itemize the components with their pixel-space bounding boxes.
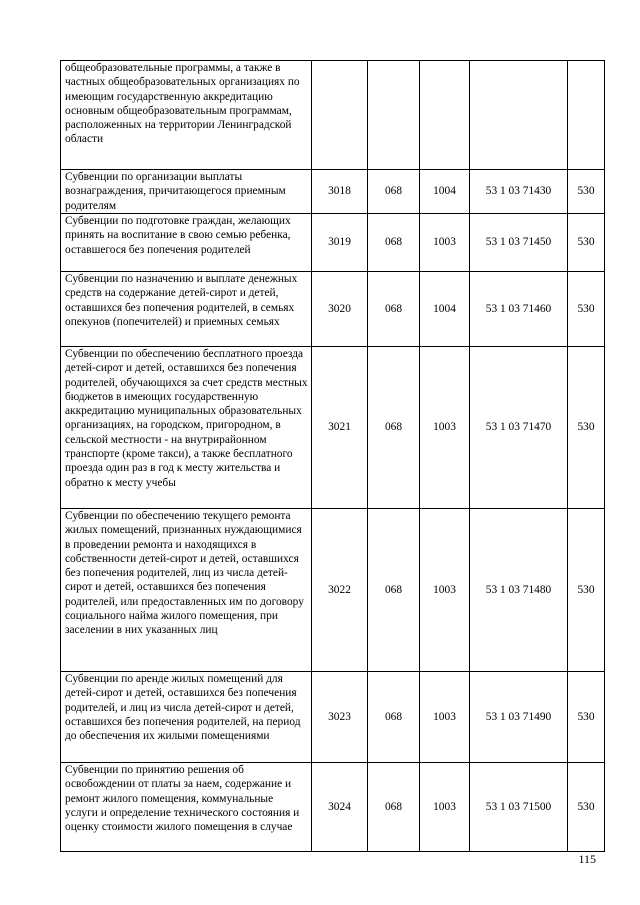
row-description: Субвенции по организации выплаты вознаграждения, причитающегося приемным родителям bbox=[61, 170, 312, 214]
row-code: 3021 bbox=[312, 347, 368, 509]
row-type: 530 bbox=[568, 672, 605, 763]
row-target: 53 1 03 71490 bbox=[470, 672, 568, 763]
row-description: Субвенции по обеспечению бесплатного проезда детей-сирот и детей, оставшихся без попечения родителей, обучающихся за счет средств местных бюджетов в имеющих государственную аккредитацию муниципальных образовательных организациях, на городском, пригородном, в сельской местности - на внутрирайонном транспорте (кроме такси), а также бесплатного проезда один раз в год к месту жительства и обратно к месту учебы bbox=[61, 347, 312, 509]
row-section: 1003 bbox=[420, 509, 470, 672]
row-type: 530 bbox=[568, 214, 605, 272]
row-admin: 068 bbox=[368, 672, 420, 763]
row-section bbox=[420, 61, 470, 170]
table-row bbox=[61, 61, 605, 170]
row-code: 3023 bbox=[312, 672, 368, 763]
row-target: 53 1 03 71480 bbox=[470, 509, 568, 672]
row-admin: 068 bbox=[368, 272, 420, 347]
row-description: Субвенции по подготовке граждан, желающих принять на воспитание в свою семью ребенка, оставшегося без попечения родителей bbox=[61, 214, 312, 272]
row-code: 3022 bbox=[312, 509, 368, 672]
page-number: 115 bbox=[578, 852, 596, 866]
row-admin: 068 bbox=[368, 763, 420, 852]
row-code: 3019 bbox=[312, 214, 368, 272]
row-section: 1003 bbox=[420, 763, 470, 852]
row-type: 530 bbox=[568, 272, 605, 347]
table-row bbox=[61, 763, 605, 852]
row-target: 53 1 03 71430 bbox=[470, 170, 568, 214]
row-section: 1003 bbox=[420, 347, 470, 509]
table-row bbox=[61, 347, 605, 509]
row-type bbox=[568, 61, 605, 170]
table-row bbox=[61, 509, 605, 672]
row-target: 53 1 03 71450 bbox=[470, 214, 568, 272]
row-type: 530 bbox=[568, 347, 605, 509]
row-description: Субвенции по принятию решения об освобождении от платы за наем, содержание и ремонт жилого помещения, коммунальные услуги и определение технического состояния и оценку стоимости жилого помещения в случае bbox=[61, 763, 312, 852]
row-description: Субвенции по аренде жилых помещений для детей-сирот и детей, оставшихся без попечения родителей, и лиц из числа детей-сирот и детей, оставшихся без попечения родителей, на период до обеспечения их жилыми помещениями bbox=[61, 672, 312, 763]
row-target: 53 1 03 71470 bbox=[470, 347, 568, 509]
row-target: 53 1 03 71460 bbox=[470, 272, 568, 347]
row-section: 1003 bbox=[420, 672, 470, 763]
budget-table bbox=[60, 60, 605, 852]
row-description: Субвенции по назначению и выплате денежных средств на содержание детей-сирот и детей, оставшихся без попечения родителей, в семьях опекунов (попечителей) и приемных семьях bbox=[61, 272, 312, 347]
table-row bbox=[61, 272, 605, 347]
row-description: Субвенции по обеспечению текущего ремонта жилых помещений, признанных нуждающимися в проведении ремонта и находящихся в собственности детей-сирот и детей, оставшихся без попечения родителей, лиц из числа детей-сирот и детей, оставшихся без попечения родителей, или предоставленных им по договору социального найма жилого помещения, при заселении в них указанных лиц bbox=[61, 509, 312, 672]
row-description: общеобразовательные программы, а также в частных общеобразовательных организациях по имеющим государственную аккредитацию основным общеобразовательным программам, расположенных на территории Ленинградской области bbox=[61, 61, 312, 170]
row-code: 3018 bbox=[312, 170, 368, 214]
row-type: 530 bbox=[568, 170, 605, 214]
row-section: 1003 bbox=[420, 214, 470, 272]
row-admin: 068 bbox=[368, 509, 420, 672]
row-target bbox=[470, 61, 568, 170]
row-code bbox=[312, 61, 368, 170]
row-admin: 068 bbox=[368, 214, 420, 272]
row-code: 3020 bbox=[312, 272, 368, 347]
row-type: 530 bbox=[568, 509, 605, 672]
table-row bbox=[61, 170, 605, 214]
table-row bbox=[61, 214, 605, 272]
row-target: 53 1 03 71500 bbox=[470, 763, 568, 852]
row-section: 1004 bbox=[420, 170, 470, 214]
row-admin: 068 bbox=[368, 347, 420, 509]
row-type: 530 bbox=[568, 763, 605, 852]
row-admin bbox=[368, 61, 420, 170]
row-code: 3024 bbox=[312, 763, 368, 852]
row-section: 1004 bbox=[420, 272, 470, 347]
row-admin: 068 bbox=[368, 170, 420, 214]
table-row bbox=[61, 672, 605, 763]
